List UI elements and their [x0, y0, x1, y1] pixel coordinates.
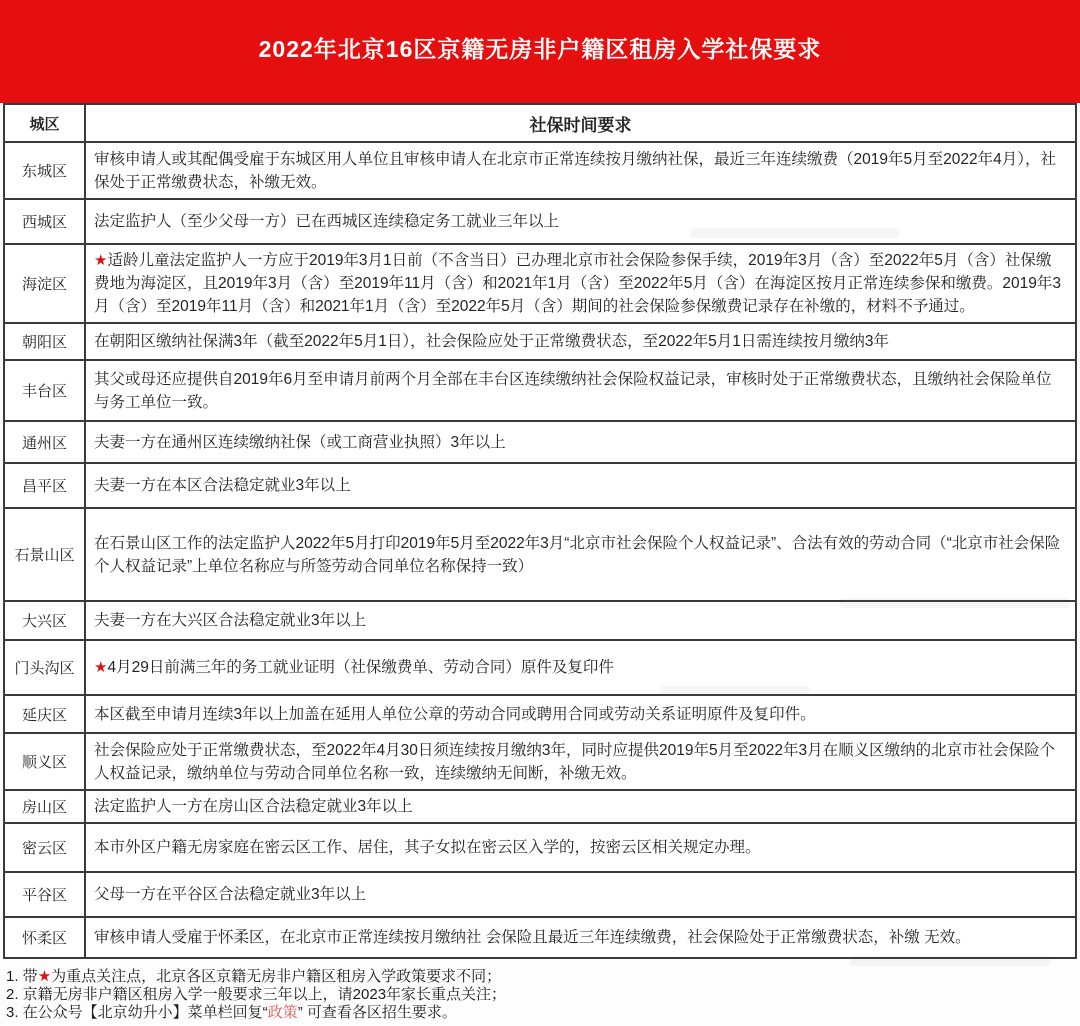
requirement-text: 夫妻一方在大兴区合法稳定就业3年以上 [94, 612, 367, 629]
requirement-cell [85, 323, 1076, 360]
requirement-text: 夫妻一方在通州区连续缴纳社保（或工商营业执照）3年以上 [94, 433, 506, 451]
district-cell: 石景山区 [4, 508, 85, 601]
footnotes [0, 959, 1080, 1022]
requirement-text: 父母一方在平谷区合法稳定就业3年以上 [94, 886, 367, 903]
requirement-text: 夫妻一方在本区合法稳定就业3年以上 [94, 477, 351, 494]
requirement-cell [85, 790, 1076, 823]
district-cell: 延庆区 [4, 695, 85, 733]
table-row [4, 695, 1076, 733]
page-title: 2022年北京16区京籍无房非户籍区租房入学社保要求 [258, 36, 822, 62]
district-cell: 平谷区 [4, 872, 85, 917]
requirement-cell [85, 695, 1076, 733]
table-row [4, 790, 1076, 823]
requirement-cell [85, 508, 1076, 601]
table-row [4, 872, 1076, 917]
requirement-cell [85, 733, 1076, 790]
footnote-3-text: ” 可查看各区招生要求。 [297, 1004, 457, 1021]
district-cell: 房山区 [4, 790, 85, 823]
requirement-cell [85, 823, 1076, 872]
footnote-1-text: 为重点关注点，北京各区京籍无房非户籍区租房入学政策要求不同； [51, 968, 502, 985]
table-row [4, 733, 1076, 790]
requirement-cell [85, 463, 1076, 508]
requirement-cell [85, 360, 1076, 421]
table-row [4, 199, 1076, 244]
requirement-text: 社会保险应处于正常缴费状态，至2022年4月30日须连续按月缴纳3年，同时应提供2019年5月至2022年3月在顺义区缴纳的北京市社会保险个人权益记录，缴纳单位与劳动合同单位名称一致，连续缴纳无间断，补缴无效。 [94, 741, 1056, 782]
requirement-text: 其父或母还应提供自2019年6月至申请月前两个月全部在丰台区连续缴纳社会保险权益记录，审核时处于正常缴费状态，且缴纳社会保险单位与务工单位一致。 [94, 370, 1052, 411]
district-cell: 昌平区 [4, 463, 85, 508]
table-row [4, 142, 1076, 199]
requirement-text: 4月29日前满三年的务工就业证明（社保缴费单、劳动合同）原件及复印件 [107, 659, 614, 676]
title-banner [0, 0, 1080, 103]
requirement-text: 法定监护人一方在房山区合法稳定就业3年以上 [94, 798, 413, 815]
requirement-text: 本市外区户籍无房家庭在密云区工作、居住，其子女拟在密云区入学的，按密云区相关规定办理。 [94, 839, 761, 856]
district-cell: 朝阳区 [4, 323, 85, 360]
header-requirement: 社保时间要求 [85, 104, 1076, 142]
requirement-cell [85, 640, 1076, 695]
star-icon: ★ [94, 252, 108, 269]
table-row [4, 823, 1076, 872]
requirement-text: 在石景山区工作的法定监护人2022年5月打印2019年5月至2022年3月“北京市社会保险个人权益记录”、合法有效的劳动合同（“北京市社会保险个人权益记录”上单位名称应与所签劳动合同单位名称保持一致） [94, 534, 1061, 575]
requirement-text: 本区截至申请月连续3年以上加盖在延用人单位公章的劳动合同或聘用合同或劳动关系证明原件及复印件。 [94, 705, 816, 723]
requirement-cell [85, 244, 1076, 323]
requirement-text: 审核申请人或其配偶受雇于东城区用人单位且审核申请人在北京市正常连续按月缴纳社保，最近三年连续缴费（2019年5月至2022年4月），社保处于正常缴费状态，补缴无效。 [94, 150, 1056, 191]
footnote-1-text: 1. 带 [6, 968, 38, 985]
footnote-3 [6, 1004, 1080, 1022]
requirement-cell [85, 199, 1076, 244]
requirement-text: 审核申请人受雇于怀柔区，在北京市正常连续按月缴纳社 会保险且最近三年连续缴费，社会保险处于正常缴费状态，补缴 无效。 [94, 929, 971, 946]
table-header-row [4, 104, 1076, 142]
table-row [4, 917, 1076, 958]
footnote-1 [6, 968, 1080, 986]
star-icon: ★ [94, 659, 108, 676]
district-cell: 顺义区 [4, 733, 85, 790]
requirement-cell [85, 421, 1076, 463]
policy-highlight: 政策 [267, 1004, 298, 1021]
district-cell: 怀柔区 [4, 917, 85, 958]
district-cell: 门头沟区 [4, 640, 85, 695]
table-row [4, 508, 1076, 601]
requirement-cell [85, 917, 1076, 958]
table-row [4, 463, 1076, 508]
requirement-text: 法定监护人（至少父母一方）已在西城区连续稳定务工就业三年以上 [94, 213, 560, 230]
district-cell: 通州区 [4, 421, 85, 463]
requirement-cell [85, 601, 1076, 640]
table-row [4, 640, 1076, 695]
requirement-cell [85, 872, 1076, 917]
district-cell: 海淀区 [4, 244, 85, 323]
table-row [4, 360, 1076, 421]
district-cell: 东城区 [4, 142, 85, 199]
header-district: 城区 [4, 104, 85, 142]
table-row [4, 601, 1076, 640]
requirements-table [3, 103, 1077, 959]
district-cell: 西城区 [4, 199, 85, 244]
district-cell: 丰台区 [4, 360, 85, 421]
table-row [4, 323, 1076, 360]
table-row [4, 244, 1076, 323]
table-row [4, 421, 1076, 463]
requirement-text: 在朝阳区缴纳社保满3年（截至2022年5月1日），社会保险应处于正常缴费状态，至2022年5月1日需连续按月缴纳3年 [94, 333, 889, 350]
district-cell: 大兴区 [4, 601, 85, 640]
requirement-text: 适龄儿童法定监护人一方应于2019年3月1日前（不含当日）已办理北京市社会保险参保手续，2019年3月（含）至2022年5月（含）社保缴费地为海淀区，且2019年3月（含）至2019年11月（含）和2021年1月（含）至2022年5月（含）在海淀区按月正常连续参保和缴费。2019年3月（含）至2019年11月（含）和2021年1月（含）至2022年5月（含）期间的社会保险参保缴费记录存在补缴的，材料不予通过。 [94, 252, 1061, 315]
requirement-cell [85, 142, 1076, 199]
footnote-2: 2. 京籍无房非户籍区租房入学一般要求三年以上，请2023年家长重点关注； [6, 986, 507, 1003]
star-icon: ★ [37, 968, 52, 985]
footnote-3-text: 3. 在公众号【北京幼升小】菜单栏回复“ [6, 1004, 268, 1021]
district-cell: 密云区 [4, 823, 85, 872]
